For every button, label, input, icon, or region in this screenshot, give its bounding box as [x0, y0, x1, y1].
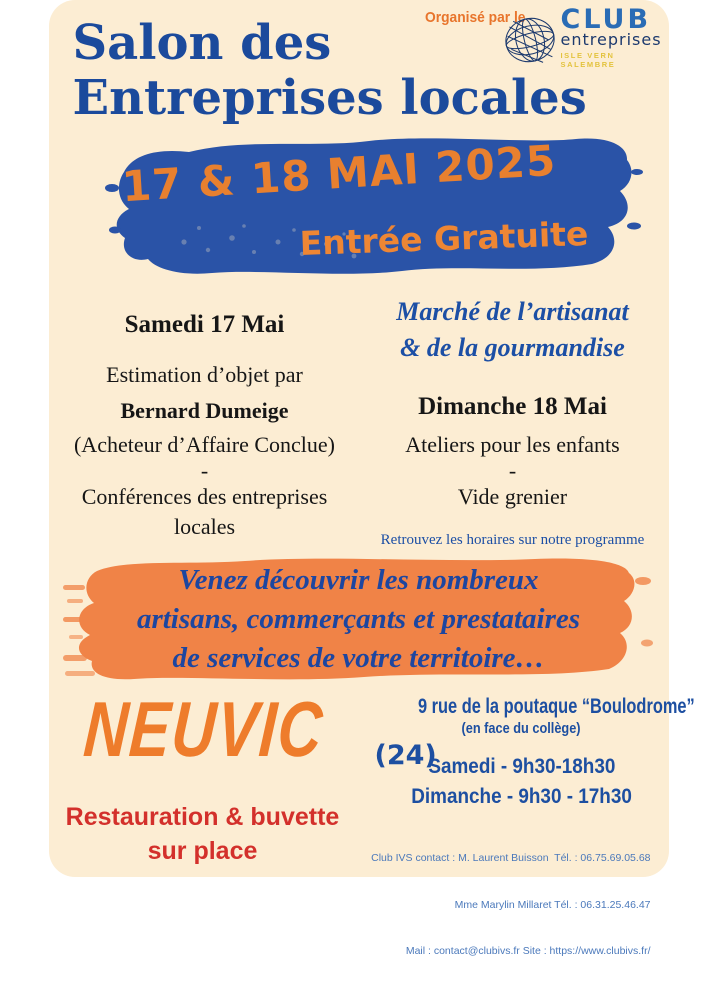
free-entry-label: Entrée Gratuite — [298, 213, 589, 264]
sunday-program — [361, 294, 665, 550]
saturday-line-3: (Acheteur d’Affaire Conclue) — [73, 432, 336, 457]
logo-region-label: ISLE VERN SALEMBRE — [560, 51, 616, 69]
food-notice — [57, 800, 349, 868]
logo-entreprises-word: entreprises — [560, 30, 662, 49]
title-line-2: Entreprises locales — [72, 70, 587, 126]
event-dates: 17 & 18 MAI 2025 — [119, 135, 558, 212]
logo-club-word: CLUB — [560, 4, 652, 35]
saturday-program — [57, 300, 353, 542]
organised-by-label: Organisé par le — [424, 9, 525, 26]
saturday-line-5: locales — [173, 514, 236, 539]
saturday-separator: - — [200, 458, 209, 483]
contact-line-2: Mme Marylin Millaret Tél. : 06.31.25.46.47 — [454, 898, 651, 911]
hours-saturday: Samedi - 9h30-18h30 — [427, 755, 615, 778]
venue-address: 9 rue de la poutaque “Boulodrome” — [417, 695, 695, 718]
title-line-1: Salon des — [72, 15, 332, 71]
highlight-line-3: de services de votre territoire… — [172, 642, 545, 674]
contact-line-3: Mail : contact@clubivs.fr Site : https://www.clubivs.fr/ — [405, 945, 651, 957]
poster-title — [73, 16, 587, 126]
event-poster — [49, 0, 695, 957]
address-block — [379, 694, 695, 812]
department-number: (24) — [374, 740, 437, 771]
food-line-2: sur place — [147, 837, 258, 865]
saturday-heading: Samedi 17 Mai — [124, 311, 285, 338]
venue-address-note: (en face du collège) — [461, 720, 582, 737]
contact-info — [371, 820, 650, 991]
highlight-message — [49, 561, 669, 678]
market-line-1: Marché de l’artisanat — [396, 297, 629, 326]
sunday-line-2: Vide grenier — [457, 484, 568, 509]
hours-sunday: Dimanche - 9h30 - 17h30 — [411, 785, 632, 808]
food-line-1: Restauration & buvette — [65, 803, 340, 831]
sunday-line-1: Ateliers pour les enfants — [405, 432, 620, 457]
saturday-line-1: Estimation d’objet par — [106, 362, 303, 387]
market-line-2: & de la gourmandise — [400, 333, 625, 362]
highlight-line-2: artisans, commerçants et prestataires — [136, 603, 581, 635]
city-name: NEUVIC — [80, 685, 326, 773]
programme-note: Retrouvez les horaires sur notre programme — [380, 532, 645, 548]
sunday-heading: Dimanche 18 Mai — [418, 393, 607, 420]
saturday-line-4: Conférences des entreprises — [81, 484, 328, 509]
sunday-separator: - — [508, 458, 517, 483]
highlight-line-1: Venez découvrir les nombreux — [178, 564, 539, 596]
saturday-line-2: Bernard Dumeige — [120, 398, 289, 423]
contact-line-1: Club IVS contact : M. Laurent Buisson Tél. : 06.75.69.05.68 — [371, 852, 651, 864]
